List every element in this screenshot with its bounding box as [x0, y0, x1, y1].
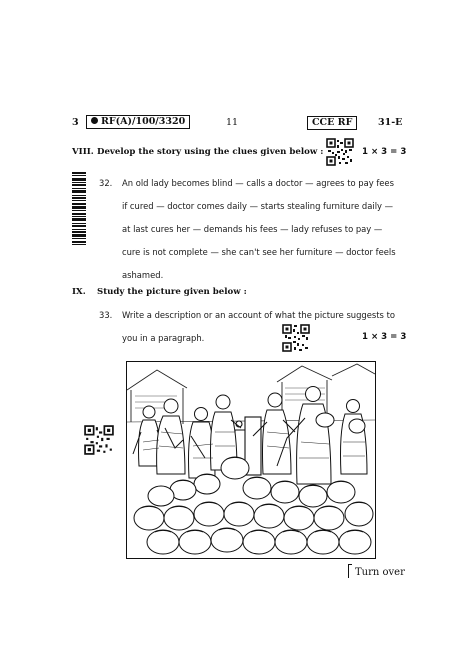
- page-number-left: 3: [72, 117, 79, 128]
- clue-line: if cured — doctor comes daily — starts stealing furniture daily —: [122, 201, 394, 211]
- question-paper-code: [86, 115, 190, 129]
- paper-code: 31-E: [378, 117, 403, 128]
- question-number: 32.: [99, 178, 113, 188]
- section-viii-marks: 1 × 3 = 3: [362, 147, 407, 157]
- question-number: 33.: [99, 310, 113, 320]
- section-viii-numeral: VIII.: [72, 147, 94, 157]
- page-number-center: 11: [226, 117, 239, 128]
- section-viii-heading: Develop the story using the clues given below :: [97, 147, 324, 157]
- section-ix-numeral: IX.: [72, 287, 86, 297]
- clue-line: cure is not complete — she can't see her furniture — doctor feels: [122, 247, 396, 257]
- story-clues: [122, 172, 410, 287]
- clue-line: ashamed.: [122, 270, 164, 280]
- bullet-icon: [91, 117, 98, 124]
- question-text: [122, 304, 412, 350]
- bracket-icon: [348, 564, 352, 578]
- qr-code-icon: [84, 425, 114, 455]
- qr-code-icon: [326, 138, 354, 166]
- barcode-icon: [72, 172, 86, 246]
- question-paper-code-text: RF(A)/100/3320: [101, 116, 186, 127]
- qr-code-icon: [282, 324, 310, 352]
- section-ix-heading: Study the picture given below :: [97, 287, 247, 297]
- section-ix-marks: 1 × 3 = 3: [362, 332, 407, 342]
- cce-tag: CCE RF: [307, 116, 357, 130]
- question-line: you in a paragraph.: [122, 333, 205, 343]
- turn-over-marker: [348, 564, 405, 578]
- question-line: Write a description or an account of what the picture suggests to: [122, 310, 395, 320]
- turn-over-text: Turn over: [355, 567, 405, 578]
- illustration-women-collecting-water: [126, 361, 376, 559]
- clue-line: at last cures her — demands his fees — lady refuses to pay —: [122, 224, 383, 234]
- clue-line: An old lady becomes blind — calls a doctor — agrees to pay fees: [122, 178, 394, 188]
